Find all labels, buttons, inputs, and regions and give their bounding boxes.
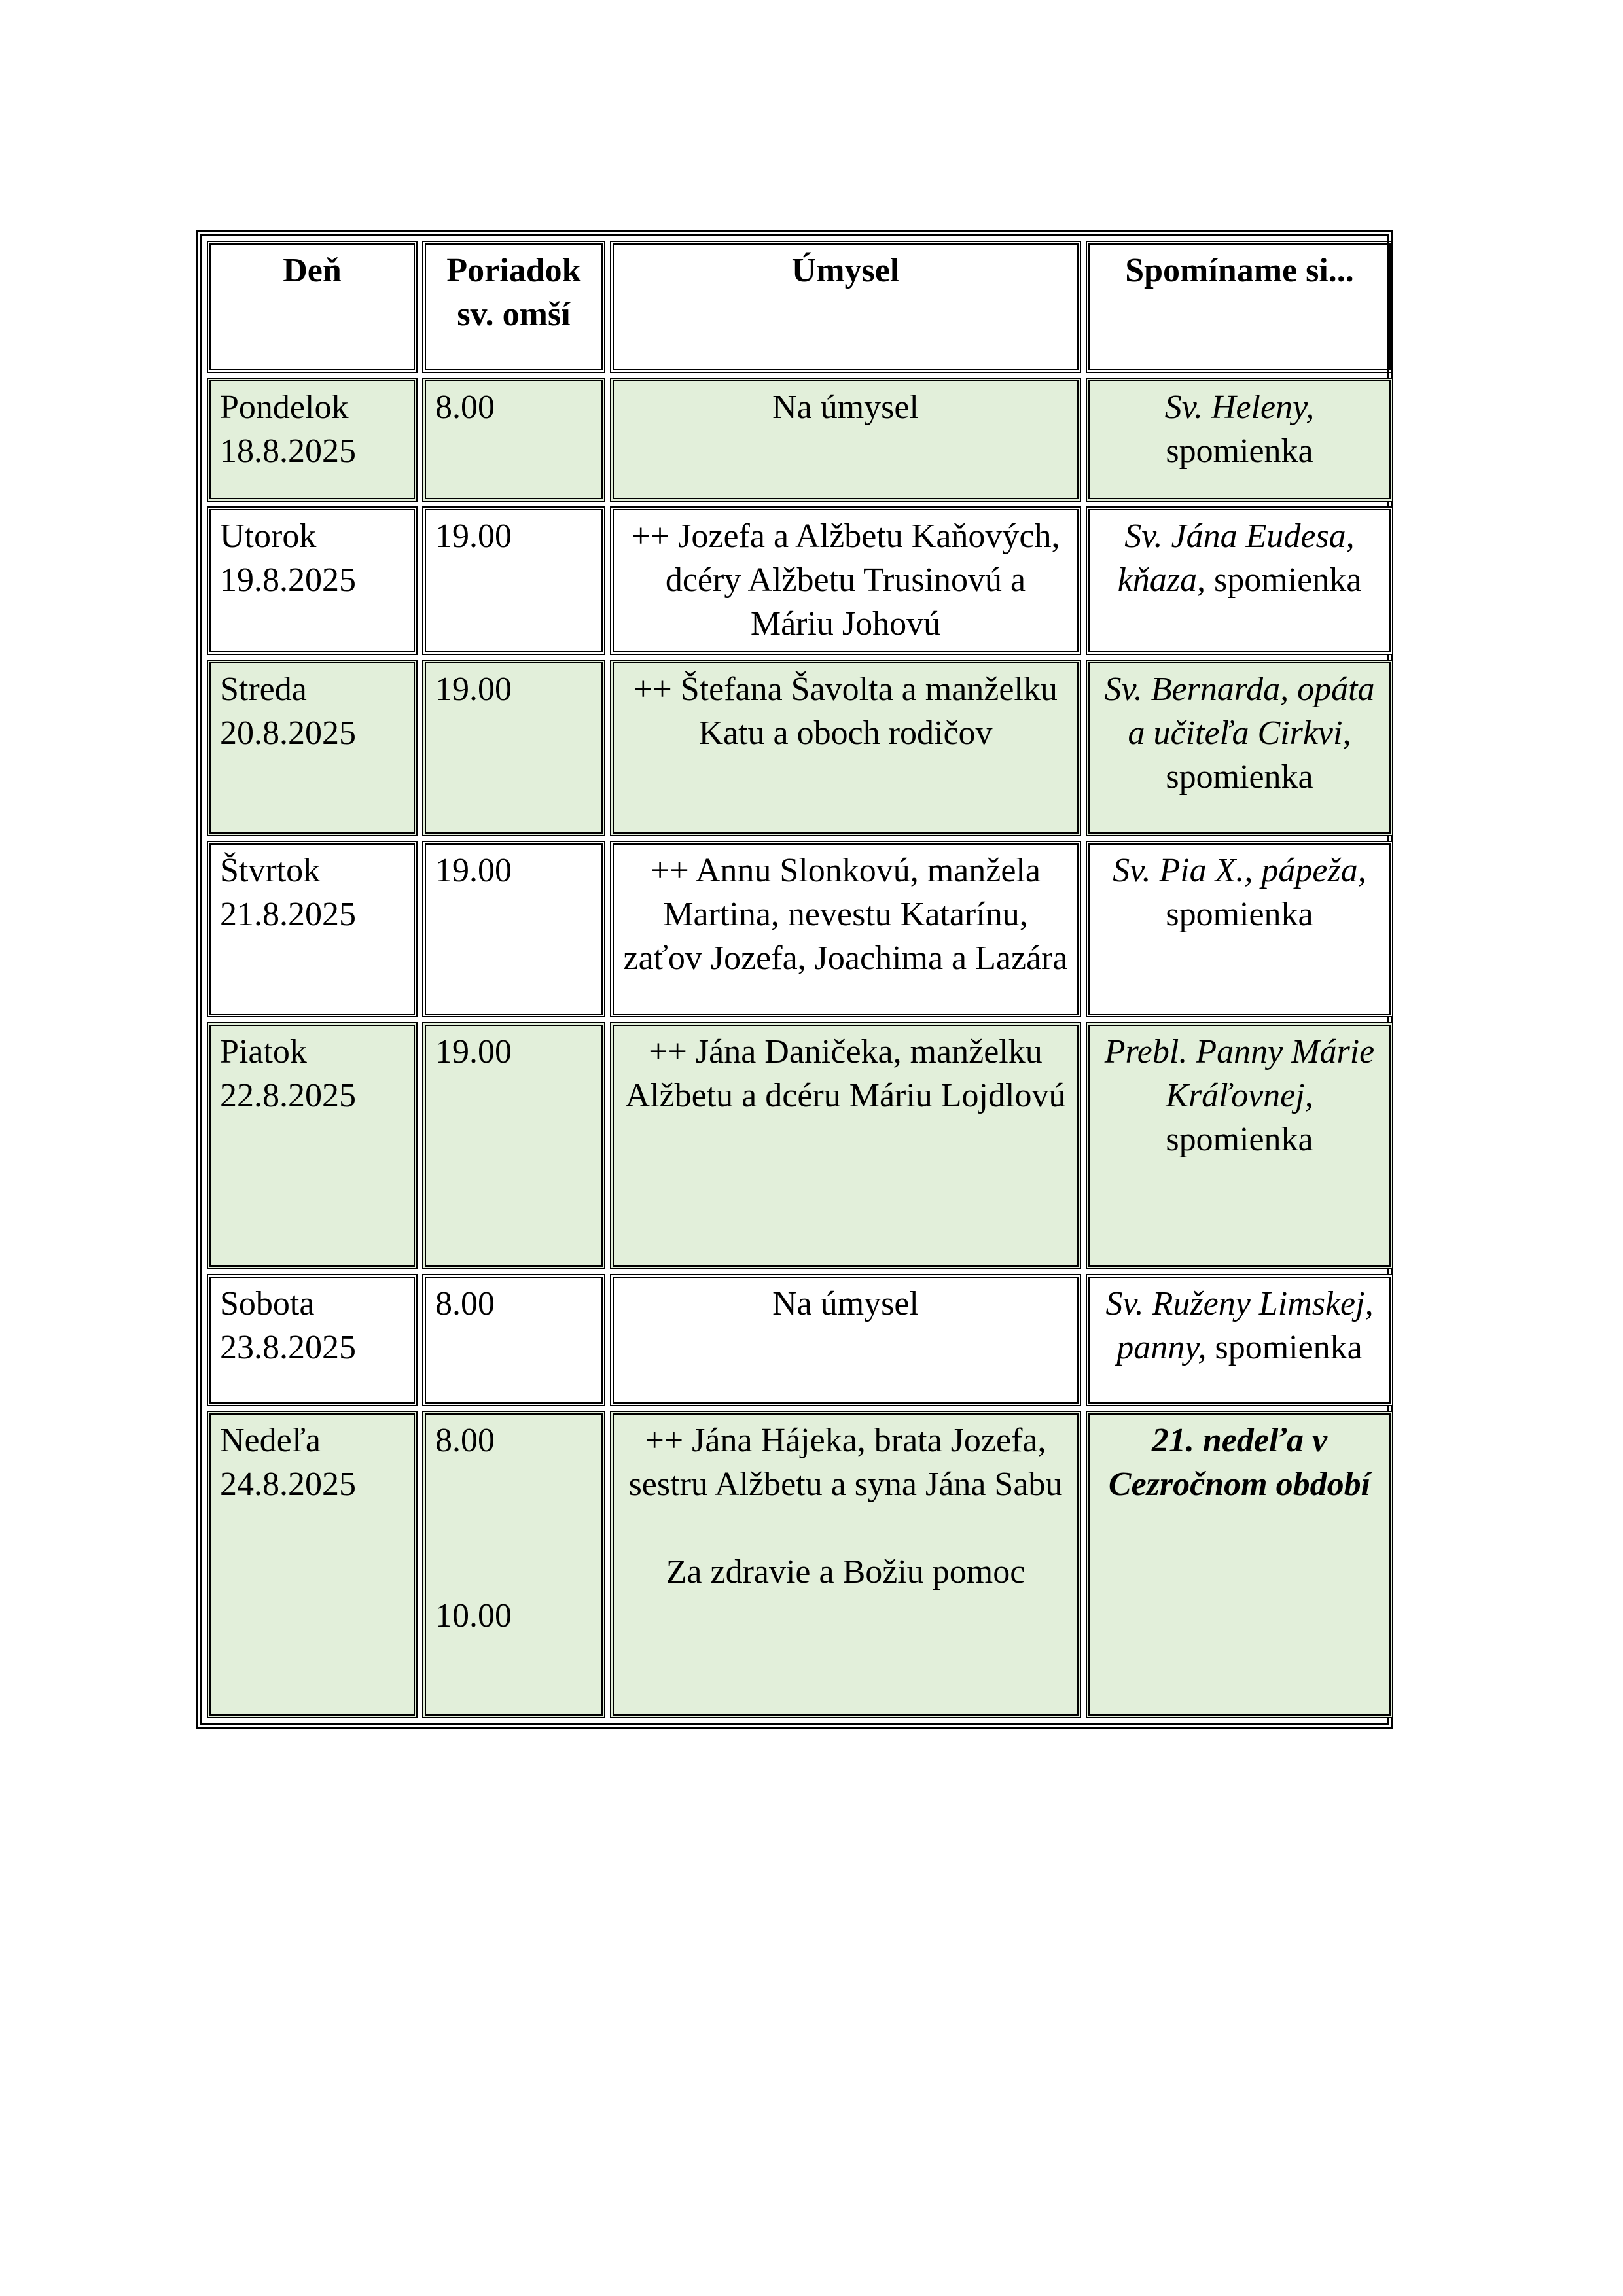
time-cell bbox=[422, 660, 605, 836]
day-date: 22.8.2025 bbox=[220, 1077, 356, 1114]
remember-cell bbox=[1086, 1274, 1393, 1406]
time-cell bbox=[422, 1274, 605, 1406]
saint-name: Sv. Pia X., pápeža, bbox=[1113, 852, 1366, 889]
header-remember: Spomíname si... bbox=[1086, 241, 1393, 373]
mass-time: 8.00 bbox=[435, 389, 495, 426]
time-cell bbox=[422, 841, 605, 1017]
day-date: 19.8.2025 bbox=[220, 561, 356, 599]
intention-cell bbox=[610, 506, 1081, 655]
time-cell bbox=[422, 1022, 605, 1269]
day-name: Štvrtok bbox=[220, 852, 321, 889]
header-intention: Úmysel bbox=[610, 241, 1081, 373]
mass-time-second: 10.00 bbox=[435, 1597, 512, 1634]
table-row bbox=[207, 1411, 1393, 1718]
saint-name: Sv. Heleny, bbox=[1164, 389, 1315, 426]
intention-text: Na úmysel bbox=[772, 1285, 919, 1322]
day-cell bbox=[207, 1274, 418, 1406]
saint-name: Prebl. Panny Márie Kráľovnej, bbox=[1104, 1033, 1375, 1114]
time-cell bbox=[422, 506, 605, 655]
intention-cell bbox=[610, 378, 1081, 502]
day-date: 18.8.2025 bbox=[220, 433, 356, 470]
feast-rank: spomienka bbox=[1166, 758, 1313, 796]
spacer bbox=[435, 1550, 592, 1594]
intention-cell bbox=[610, 660, 1081, 836]
mass-time: 8.00 bbox=[435, 1422, 495, 1459]
feast-rank: spomienka bbox=[1166, 1121, 1313, 1158]
remember-cell bbox=[1086, 660, 1393, 836]
day-date: 24.8.2025 bbox=[220, 1466, 356, 1503]
remember-cell bbox=[1086, 378, 1393, 502]
remember-cell bbox=[1086, 841, 1393, 1017]
day-cell bbox=[207, 378, 418, 502]
spacer bbox=[435, 1506, 592, 1550]
mass-time: 19.00 bbox=[435, 518, 512, 555]
day-date: 23.8.2025 bbox=[220, 1329, 356, 1366]
time-cell bbox=[422, 378, 605, 502]
intention-cell bbox=[610, 841, 1081, 1017]
mass-time: 19.00 bbox=[435, 671, 512, 708]
table-row bbox=[207, 1274, 1393, 1406]
feast-rank: spomienka bbox=[1214, 561, 1362, 599]
mass-time: 19.00 bbox=[435, 852, 512, 889]
intention-text: ++ Štefana Šavolta a manželku Katu a oboch rodičov bbox=[633, 671, 1058, 752]
day-date: 21.8.2025 bbox=[220, 896, 356, 933]
mass-schedule-frame bbox=[196, 230, 1393, 1729]
intention-cell bbox=[610, 1411, 1081, 1718]
table-row bbox=[207, 1022, 1393, 1269]
day-cell bbox=[207, 506, 418, 655]
saint-name: Sv. Jána Eudesa, kňaza, bbox=[1117, 518, 1355, 599]
mass-schedule-table bbox=[202, 236, 1398, 1723]
day-name: Streda bbox=[220, 671, 307, 708]
spacer bbox=[623, 1506, 1068, 1550]
day-name: Utorok bbox=[220, 518, 317, 555]
table-row bbox=[207, 378, 1393, 502]
header-time: Poriadok sv. omší bbox=[422, 241, 605, 373]
spacer bbox=[435, 1462, 592, 1506]
day-name: Piatok bbox=[220, 1033, 307, 1070]
intention-text: ++ Annu Slonkovú, manžela Martina, nevestu Katarínu, zaťov Jozefa, Joachima a Lazára bbox=[623, 852, 1068, 977]
intention-text-second: Za zdravie a Božiu pomoc bbox=[666, 1553, 1026, 1591]
intention-text: ++ Jozefa a Alžbetu Kaňových, dcéry Alžbetu Trusinovú a Máriu Johovú bbox=[631, 518, 1060, 643]
intention-text: ++ Jána Daničeka, manželku Alžbetu a dcéru Máriu Lojdlovú bbox=[625, 1033, 1066, 1114]
day-cell bbox=[207, 841, 418, 1017]
remember-cell bbox=[1086, 1022, 1393, 1269]
table-row bbox=[207, 841, 1393, 1017]
remember-cell bbox=[1086, 506, 1393, 655]
saint-name: Sv. Bernarda, opáta a učiteľa Cirkvi, bbox=[1104, 671, 1375, 752]
feast-rank: spomienka bbox=[1166, 433, 1313, 470]
mass-time: 19.00 bbox=[435, 1033, 512, 1070]
table-row bbox=[207, 506, 1393, 655]
day-name: Pondelok bbox=[220, 389, 349, 426]
day-cell bbox=[207, 1022, 418, 1269]
header-row bbox=[207, 241, 1393, 373]
table-row bbox=[207, 660, 1393, 836]
day-cell bbox=[207, 1411, 418, 1718]
intention-text: ++ Jána Hájeka, brata Jozefa, sestru Alžbetu a syna Jána Sabu bbox=[628, 1422, 1063, 1503]
intention-cell bbox=[610, 1274, 1081, 1406]
day-cell bbox=[207, 660, 418, 836]
header-day: Deň bbox=[207, 241, 418, 373]
feast-rank: spomienka bbox=[1215, 1329, 1363, 1366]
sunday-title: 21. nedeľa v Cezročnom období bbox=[1108, 1422, 1371, 1503]
mass-schedule-inner-rule bbox=[200, 234, 1389, 1725]
intention-cell bbox=[610, 1022, 1081, 1269]
saint-name: Sv. Ruženy Limskej, panny, bbox=[1105, 1285, 1374, 1366]
feast-rank: spomienka bbox=[1166, 896, 1313, 933]
day-date: 20.8.2025 bbox=[220, 715, 356, 752]
mass-time: 8.00 bbox=[435, 1285, 495, 1322]
time-cell bbox=[422, 1411, 605, 1718]
day-name: Sobota bbox=[220, 1285, 315, 1322]
remember-cell bbox=[1086, 1411, 1393, 1718]
day-name: Nedeľa bbox=[220, 1422, 321, 1459]
intention-text: Na úmysel bbox=[772, 389, 919, 426]
